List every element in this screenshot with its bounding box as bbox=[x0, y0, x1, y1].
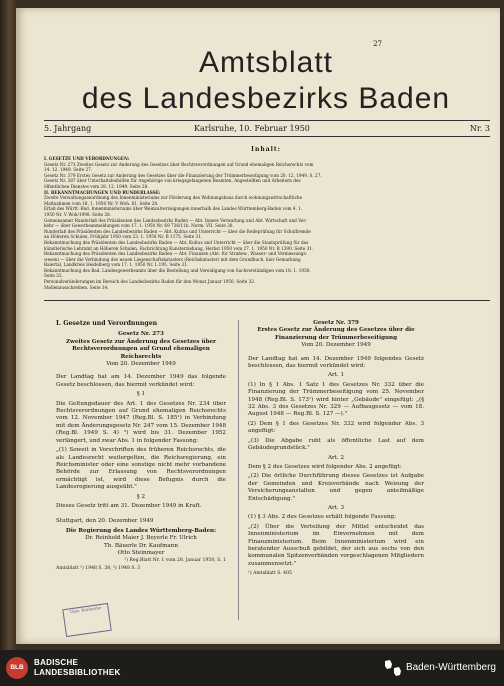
law-number-379: Gesetz Nr. 379 bbox=[313, 320, 359, 326]
signing-place-date: Stuttgart, den 20. Dezember 1949 bbox=[56, 518, 154, 525]
paragraph-2-heading: § 2 bbox=[136, 493, 146, 500]
article-1-quote: „(3) Die Abgabe ruht als öffentliche Last auf dem Gebäudegrundstück." bbox=[248, 437, 424, 452]
law-date-379: Vom 20. Dezember 1949 bbox=[301, 342, 371, 349]
toc-entry: Gesetz Nr. 387 über Unterhaltsbeihilfen für Angehörige von kriegsgefangenen Beamten, Angestellten und Arbeitern des bbox=[44, 178, 301, 184]
masthead-rule-top bbox=[44, 120, 490, 121]
government-heading: Die Regierung des Landes Württemberg-Baden: bbox=[65, 527, 217, 534]
law-title-379: Erstes Gesetz zur Änderung des Gesetzes über die Finanzierung der Trümmerbeseitigung bbox=[257, 327, 415, 341]
law-number-273: Gesetz Nr. 273 bbox=[118, 331, 164, 338]
toc-entry: Maßnahmen vom 18. 1. 1950 Nr. V Woh. 61. Seite 28. bbox=[44, 200, 159, 206]
toc-entry: Bekanntmachung des Bad. Landesgewerbeamts über die Bestellung und Vereidigung von Sachverständigen vom 18. 1. 1950. bbox=[44, 267, 311, 273]
blb-logo[interactable]: BLB bbox=[6, 657, 28, 679]
library-stamp: Univ. Karlsruhe bbox=[62, 603, 111, 637]
jahrgang: 5. Jahrgang bbox=[44, 124, 92, 133]
region-name[interactable]: Baden-Württemberg bbox=[405, 662, 496, 673]
toc-entry: Gemeinsamer Runderlaß des Präsidenten des Landesbezirks Baden — Abt. Innere Verwaltung und Abt. Wirtschaft und Ver- bbox=[44, 217, 307, 223]
toc-entry: öffentlichen Dienstes vom 28. 12. 1949. Seite 28. bbox=[44, 183, 149, 189]
signatories-line2: Th. Bäuerle Dr. Kaufmann bbox=[104, 542, 178, 549]
toc-entry: künstlerische Lehramt an Höheren Schulen, Fachrichtung Kunsterziehung, Herbst 1950 vom 27. 1. 1950 Nr. B 1390. Seite 31. bbox=[44, 245, 314, 251]
section-heading: I. Gesetze und Verordnungen bbox=[56, 320, 158, 327]
footnote-regblatt: ¹) Reg.Blatt Nr. 1 vom 28. Januar 1950, S. 1 bbox=[124, 558, 226, 564]
toc-entry: Runderlaß des Präsidenten des Landesbezirks Baden — Abt. Kultus und Unterricht — über die Reifeprüfung für Schulfremde bbox=[44, 228, 311, 234]
paragraph-2-text: Dieses Gesetz tritt am 31. Dezember 1949 in Kraft. bbox=[56, 502, 202, 509]
toc-entry: an Höheren Schulen, Frühjahr 1950 vom 23. 1. 1950 Nr. B 1175. Seite 31. bbox=[44, 234, 203, 240]
toc-entry: Erlaß des Württ.-Bad. Innenministeriums über Weinzulverzeigungen innerhalb des Landes Württemberg-Baden vom 4. 1. bbox=[44, 206, 303, 212]
toc-entry: Zweite Verwaltungsanordnung des Innenministeriums zur Förderung des Wohnungsbaus durch wohnungswirtschaftliche bbox=[44, 195, 303, 201]
toc-entry: 1950 Nr. V Woh/1998. Seite 28. bbox=[44, 211, 112, 217]
issue-number: Nr. 3 bbox=[469, 124, 490, 133]
toc-entry: 14. 12. 1949. Seite 27. bbox=[44, 167, 93, 173]
masthead-rule-bottom bbox=[44, 136, 490, 137]
page-number: 27 bbox=[373, 40, 382, 48]
law-title-273: Zweites Gesetz zur Änderung des Gesetzes über Rechtsverordnungen auf Grund ehemaligen Reichsrechts bbox=[65, 338, 217, 360]
article-1-text: (1) In § 1 Abs. 1 Satz 1 des Gesetzes Nr. 332 über die Finanzierung der Trümmerbeseitigung vom 25. November 1948 (Reg.Bl. S. 173¹) wird hinter „Gebäude" eingefügt: „(§ 32 Abs. 3 des Gesetzes Nr. 329 — Aufbaugesetz — vom 18. August 1948 — Reg.Bl. S. 127 —)." bbox=[248, 381, 424, 418]
place-date: Karlsruhe, 10. Februar 1950 bbox=[194, 124, 310, 133]
toc-entry: Bekanntmachung des Präsidenten des Landesbezirks Baden — Abt. Finanzen (Abt. für Straßen-, Wasser- und Vermessungs- bbox=[44, 251, 308, 257]
masthead-title-line1: Amtsblatt bbox=[198, 46, 334, 79]
article-1-heading: Art. 1 bbox=[327, 372, 345, 379]
law-intro-273: Der Landtag hat am 14. Dezember 1949 das folgende Gesetz beschlossen, das hiermit verkündet wird: bbox=[56, 374, 226, 388]
article-2-heading: Art. 2 bbox=[327, 454, 345, 461]
law-intro-379: Der Landtag hat am 14. Dezember 1949 folgendes Gesetz beschlossen, das hiermit verkündet wird: bbox=[248, 355, 424, 370]
article-3-heading: Art. 3 bbox=[327, 504, 345, 511]
footnote-right: ¹) Amtsblatt S. 405 bbox=[248, 571, 292, 577]
article-2-text: Dem § 2 des Gesetzes wird folgender Abs. 2 angefügt: bbox=[248, 463, 402, 470]
paragraph-1-quote: „(1) Soweit in Vorschriften des früheren Reichsrechts, die als Landesrecht weitergelten, die Reichsregierung, ein Reichsminister oder eine sonstige nicht mehr vorhandene Behörde zur Erlassung von Rechtsverordnungen ermächtigt ist, wird diese Befugnis durch die Landesregierung ausgeübt." bbox=[56, 447, 226, 491]
footer-bar bbox=[0, 650, 504, 686]
article-3-quote: „(2) Über die Verteilung der Mittel entscheidet das Innenministerium im Einvernehmen mit dem Finanzministerium. Beim Innenministerium wird ein beratender Ausschuß gebildet, der sich aus sechs von den kommunalen Spitzenverbänden vorgeschlagenen Mitgliedern zusammensetzt." bbox=[248, 523, 424, 567]
article-1-sub2: (2) Dem § 1 des Gesetzes Nr. 332 wird folgender Abs. 3 angefügt: bbox=[248, 420, 424, 435]
left-column bbox=[56, 320, 226, 572]
toc-entry: Stellenausschreiben. Seite 34. bbox=[44, 284, 109, 290]
book-spine bbox=[0, 0, 16, 650]
toc-entry: Gesetz Nr. 379 Erstes Gesetz zur Änderung des Gesetzes über die Finanzierung der Trümmerbeseitigung vom 20. 12. 1949. S. 27. bbox=[44, 172, 322, 178]
column-divider bbox=[238, 320, 239, 620]
table-of-contents bbox=[44, 156, 490, 290]
toc-section-heading: II. BEKANNTMACHUNGEN UND RUNDERLASSE: bbox=[44, 189, 161, 195]
toc-entry: Seite 32. bbox=[44, 273, 63, 279]
article-3-text: (1) § 3 Abs. 2 des Gesetzes erhält folgende Fassung: bbox=[248, 514, 397, 521]
signatories-line3: Otto Steinmayer bbox=[117, 549, 165, 556]
toc-entry: Gesetz Nr. 273 Zweites Gesetz zur Änderung des Gesetzes über Rechtsverordnungen auf Grund ehemaligen Reichsrechts vom bbox=[44, 161, 314, 167]
footnote-amtsblatt: Amtsblatt ¹) 1948 S. 38, ²) 1948 S. 3 bbox=[56, 565, 141, 571]
paragraph-1-heading: § 1 bbox=[136, 391, 146, 398]
masthead-title-line2: des Landesbezirks Baden bbox=[81, 82, 451, 115]
toc-entry: Baiertal, Landkreis Heidelberg vom 17. 1. 1950 Nr. L 195. Seite 31. bbox=[44, 262, 189, 268]
law-date-273: Vom 20. Dezember 1949 bbox=[106, 361, 176, 368]
document-page bbox=[16, 8, 500, 644]
right-column bbox=[248, 320, 424, 578]
library-name-line1: BADISCHE bbox=[34, 658, 79, 667]
library-name-line2: LANDESBIBLIOTHEK bbox=[34, 668, 121, 677]
contents-heading: Inhalt: bbox=[251, 146, 281, 153]
toc-section-heading: I. GESETZE UND VERORDNUNGEN: bbox=[44, 156, 130, 161]
signatories-line1: Dr. Reinhold Maier J. Beyerle Fr. Ulrich bbox=[85, 535, 197, 542]
toc-entry: wesen) — über die Verbindung des neuen Liegenschaftskatasters (Reichskataster) mit dem Grundbuch, hier Gemarkung bbox=[44, 256, 301, 262]
library-name[interactable] bbox=[34, 658, 121, 678]
paragraph-1-text: Die Geltungsdauer des Art. 1 des Gesetzes Nr. 234 über Rechtsverordnungen auf Grund ehemaligen Reichsrechts vom 12. November 1947 (Reg.Bl. S. 185¹) in Verbindung mit dem Änderungsgesetz Nr. 247 vom 15. Dezember 1948 (Reg.Bl. 1949 S. 4) ²) wird bis 31. Dezember 1952 verlängert, und zwar Abs. 1 in folgender Fassung: bbox=[56, 400, 226, 444]
lion-crest-icon bbox=[382, 658, 404, 678]
toc-entry: kehr — über Gewerbeanmeldungen vom 17. 1. 1950 Nr. 69 736/11b. Norm. VII. Seite 30. bbox=[44, 223, 234, 229]
toc-entry: Bekanntmachung des Präsidenten des Landesbezirks Baden — Abt. Kultus und Unterricht — über die Staatsprüfung für das bbox=[44, 239, 309, 245]
contents-rule bbox=[44, 300, 490, 301]
article-2-quote: „(2) Die örtliche Durchführung dieses Gesetzes ist Aufgabe der Gemeinden und Kreisverbände nach Weisung der Versicherungsanstalten und gegen anteilmäßige Entschädigung." bbox=[248, 473, 424, 502]
toc-entry: Personalveränderungen im Bereich des Landesbezirks Baden für den Monat Januar 1950. Seite 32. bbox=[44, 279, 256, 285]
